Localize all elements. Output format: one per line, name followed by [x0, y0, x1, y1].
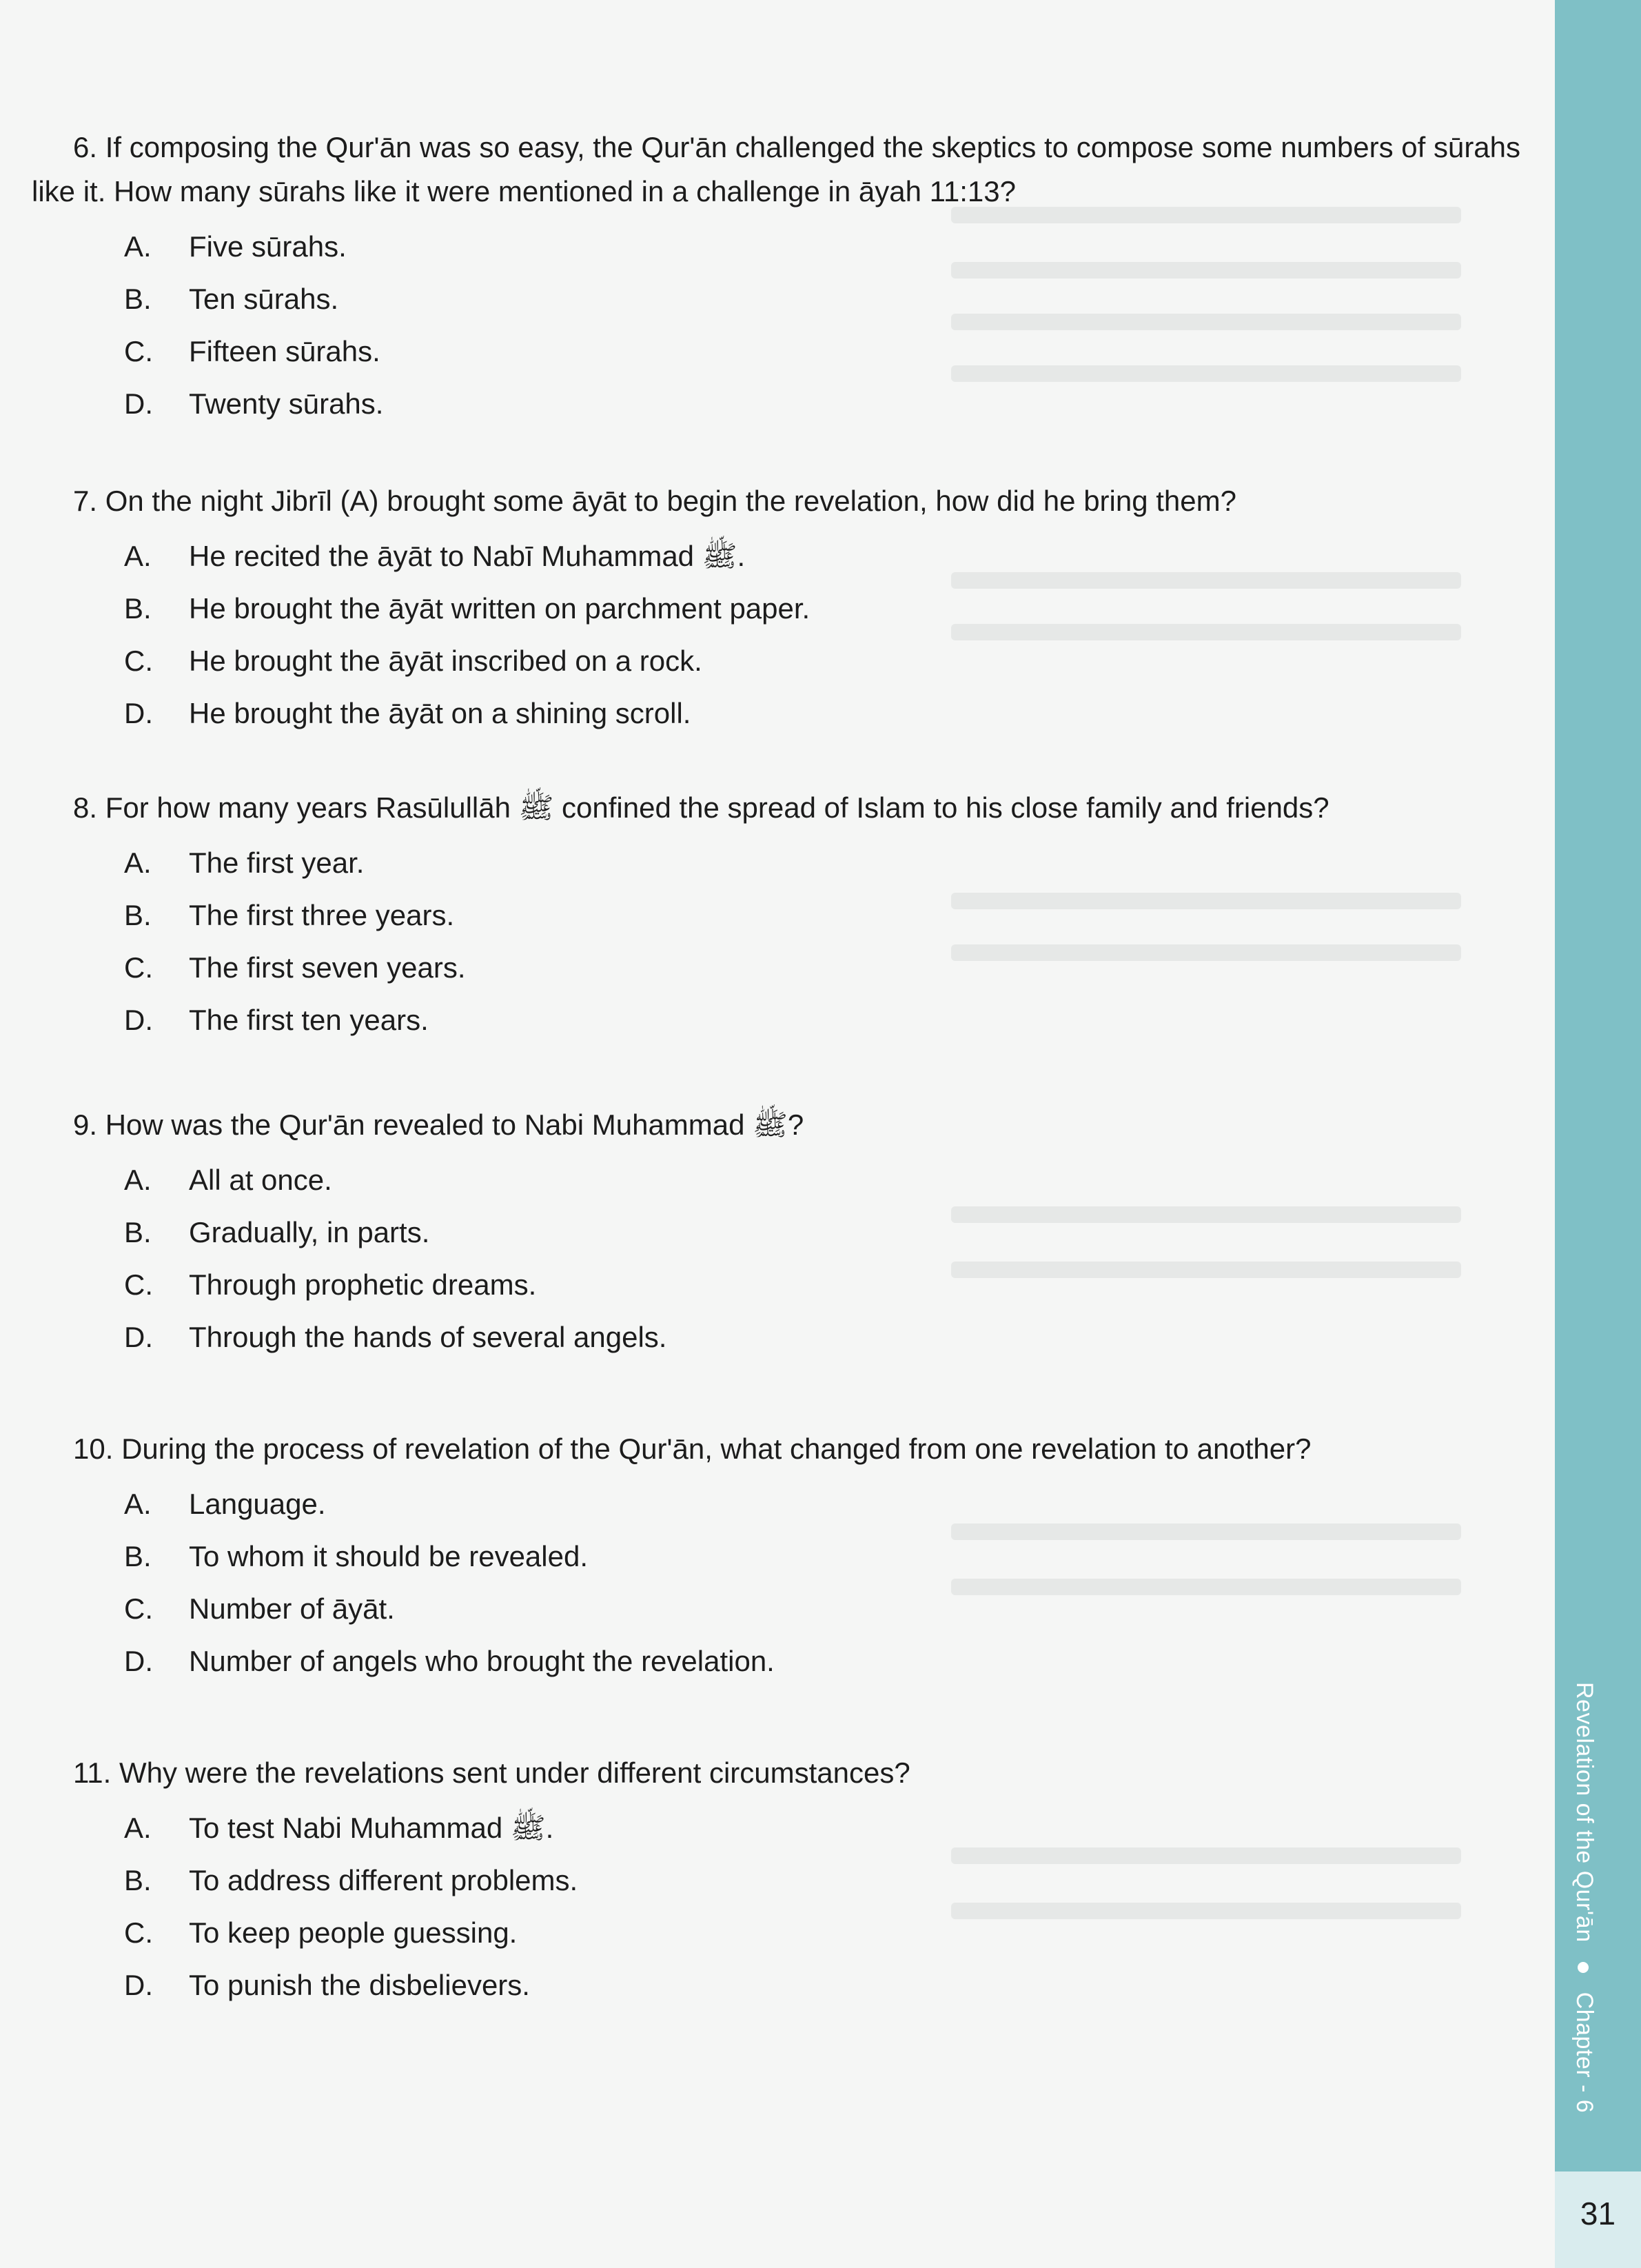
option-text: Ten sūrahs.	[189, 283, 339, 315]
option-letter: C.	[124, 951, 153, 984]
option-letter: C.	[124, 1916, 153, 1949]
question-prompt: On the night Jibrīl (A) brought some āyāt to begin the revelation, how did he bring them?	[105, 485, 1236, 517]
question-6	[32, 125, 1534, 430]
option-letter: B.	[124, 1864, 152, 1896]
option-list	[32, 1154, 1534, 1364]
option-text: To test Nabi Muhammad ﷺ.	[189, 1812, 554, 1844]
option-letter: B.	[124, 1216, 152, 1248]
option-text: To punish the disbelievers.	[189, 1969, 530, 2001]
question-number: 10.	[73, 1432, 114, 1465]
question-text	[32, 1751, 1534, 1795]
option-c[interactable]	[32, 1907, 1534, 1959]
question-text	[32, 1103, 1534, 1147]
option-d[interactable]	[32, 994, 1534, 1046]
option-letter: D.	[124, 1969, 153, 2001]
option-b[interactable]	[32, 1530, 1534, 1583]
option-letter: A.	[124, 1812, 152, 1844]
chapter-number: Chapter - 6	[1571, 1992, 1598, 2114]
option-b[interactable]	[32, 1206, 1534, 1259]
page-number: 31	[1580, 2196, 1616, 2231]
option-text: The first seven years.	[189, 951, 466, 984]
option-text: To address different problems.	[189, 1864, 578, 1896]
option-a[interactable]	[32, 530, 1534, 583]
chapter-label-text	[1571, 1682, 1598, 2113]
option-b[interactable]	[32, 273, 1534, 325]
question-prompt: For how many years Rasūlullāh ﷺ confined the spread of Islam to his close family and friends?	[105, 791, 1329, 824]
option-letter: A.	[124, 540, 152, 572]
question-text	[32, 1427, 1534, 1471]
option-d[interactable]	[32, 1959, 1534, 2012]
option-c[interactable]	[32, 1259, 1534, 1311]
option-text: He brought the āyāt on a shining scroll.	[189, 697, 691, 729]
option-letter: D.	[124, 1645, 153, 1677]
question-prompt: If composing the Qur'ān was so easy, the Qur'ān challenged the skeptics to compose some numbers of sūrahs like it. How many sūrahs like it were mentioned in a challenge in āyah 11:13?	[32, 131, 1521, 207]
option-text: Number of angels who brought the revelation.	[189, 1645, 775, 1677]
option-a[interactable]	[32, 1802, 1534, 1854]
question-7	[32, 479, 1534, 740]
option-text: He recited the āyāt to Nabī Muhammad ﷺ.	[189, 540, 746, 572]
option-letter: C.	[124, 335, 153, 367]
option-letter: A.	[124, 847, 152, 879]
question-10	[32, 1427, 1534, 1688]
page-number-box	[1555, 2171, 1641, 2268]
question-number: 6.	[73, 131, 98, 163]
question-11	[32, 1751, 1534, 2012]
option-b[interactable]	[32, 889, 1534, 942]
option-letter: A.	[124, 1164, 152, 1196]
option-letter: A.	[124, 230, 152, 263]
question-text	[32, 786, 1534, 830]
option-c[interactable]	[32, 1583, 1534, 1635]
option-d[interactable]	[32, 1311, 1534, 1364]
option-letter: B.	[124, 592, 152, 625]
question-9	[32, 1103, 1534, 1364]
bullet-dot-icon	[1578, 1962, 1589, 1973]
option-letter: A.	[124, 1488, 152, 1520]
option-text: The first ten years.	[189, 1004, 429, 1036]
chapter-label	[1555, 1682, 1641, 2165]
option-b[interactable]	[32, 583, 1534, 635]
option-text: Gradually, in parts.	[189, 1216, 430, 1248]
option-text: Through prophetic dreams.	[189, 1268, 537, 1301]
option-text: Through the hands of several angels.	[189, 1321, 667, 1353]
question-prompt: Why were the revelations sent under different circumstances?	[119, 1756, 910, 1789]
option-text: Language.	[189, 1488, 326, 1520]
option-list	[32, 837, 1534, 1046]
question-number: 8.	[73, 791, 98, 824]
option-letter: C.	[124, 645, 153, 677]
option-text: The first year.	[189, 847, 365, 879]
option-list	[32, 1478, 1534, 1688]
option-d[interactable]	[32, 378, 1534, 430]
option-a[interactable]	[32, 1478, 1534, 1530]
question-8	[32, 786, 1534, 1046]
question-text	[32, 125, 1534, 214]
option-text: Five sūrahs.	[189, 230, 347, 263]
option-letter: B.	[124, 1540, 152, 1572]
option-text: To keep people guessing.	[189, 1916, 518, 1949]
option-text: To whom it should be revealed.	[189, 1540, 588, 1572]
question-number: 7.	[73, 485, 98, 517]
option-c[interactable]	[32, 325, 1534, 378]
option-list	[32, 530, 1534, 740]
book-section-title: Revelation of the Qur'ān	[1571, 1682, 1598, 1943]
option-letter: D.	[124, 1321, 153, 1353]
option-letter: B.	[124, 283, 152, 315]
option-text: He brought the āyāt inscribed on a rock.	[189, 645, 702, 677]
option-text: The first three years.	[189, 899, 455, 931]
question-prompt: How was the Qur'ān revealed to Nabi Muhammad ﷺ?	[105, 1108, 804, 1141]
option-a[interactable]	[32, 221, 1534, 273]
option-a[interactable]	[32, 1154, 1534, 1206]
question-number: 11.	[73, 1756, 112, 1789]
option-text: Number of āyāt.	[189, 1592, 395, 1625]
option-letter: B.	[124, 899, 152, 931]
question-prompt: During the process of revelation of the Qur'ān, what changed from one revelation to another?	[121, 1432, 1312, 1465]
option-c[interactable]	[32, 942, 1534, 994]
option-letter: D.	[124, 1004, 153, 1036]
option-text: Twenty sūrahs.	[189, 387, 384, 420]
option-d[interactable]	[32, 1635, 1534, 1688]
option-letter: D.	[124, 697, 153, 729]
question-text	[32, 479, 1534, 523]
option-list	[32, 221, 1534, 430]
option-text: Fifteen sūrahs.	[189, 335, 380, 367]
option-d[interactable]	[32, 687, 1534, 740]
option-letter: C.	[124, 1592, 153, 1625]
option-letter: D.	[124, 387, 153, 420]
option-text: He brought the āyāt written on parchment paper.	[189, 592, 811, 625]
option-b[interactable]	[32, 1854, 1534, 1907]
question-number: 9.	[73, 1108, 98, 1141]
option-text: All at once.	[189, 1164, 332, 1196]
option-list	[32, 1802, 1534, 2012]
option-letter: C.	[124, 1268, 153, 1301]
option-a[interactable]	[32, 837, 1534, 889]
option-c[interactable]	[32, 635, 1534, 687]
